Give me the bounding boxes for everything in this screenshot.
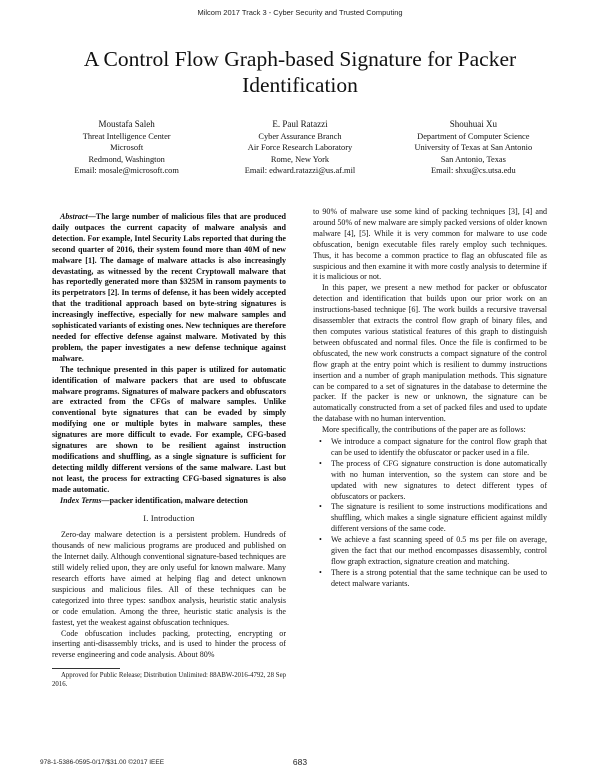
bullet-icon: • <box>319 458 322 468</box>
author-block <box>40 119 560 177</box>
list-item-text: The signature is resilient to some instructions modifications and shuffling, which makes a single signature efficient against mildly different versions of the same code. <box>331 502 547 534</box>
intro-paragraph-2: Code obfuscation includes packing, protecting, encrypting or inserting anti-disassembly tricks, and is used to hinder the process of reverse engineering and code analysis. About 80% <box>52 628 286 660</box>
author-name: E. Paul Ratazzi <box>272 119 328 129</box>
author-email: Email: mosale@microsoft.com <box>74 166 179 176</box>
index-terms-label: Index Terms <box>60 495 102 505</box>
abstract-paragraph-2: The technique presented in this paper is utilized for automatic identification of malware packers that are used to obfuscate malware programs. Signatures of malware packers and obfuscators are extracted from the CFGs of malware samples. Unlike conventional byte signatures that can be evaded by simply modifying one or multiple bytes in malware samples, these signatures are more difficult to evade. For example, CFG-based signatures are shown to be resilient against instruction modifications and shuffling, as a single signature is sufficient for detecting mildly different versions of the same malware. Last but not least, the process for extracting CFG-based signatures is also made automatic. <box>52 364 286 494</box>
list-item <box>319 437 547 459</box>
bullet-icon: • <box>319 535 322 545</box>
intro-paragraph-1: Zero-day malware detection is a persistent problem. Hundreds of thousands of new malicious programs are produced and published on the Internet daily. Although conventional signature-based techniques are still widely relied upon, they are only useful for known malware. Many research efforts have aimed at helping flag and detect unknown suspicious and malicious files. All of these techniques can be categorized into three types: sandbox analysis, heuristic static analysis or code emulation. Among the three, heuristic static analysis is the fastest, yet the weakest against obfuscation techniques. <box>52 530 286 627</box>
intro-paragraph-3: In this paper, we present a new method for packer or obfuscator detection and identification that builds upon our prior work on an instructions-based technique [6]. The work builds a recursive traversal disassembler that extracts the control flow graph of binary files, and then computes various statistical features of this graph to distinguish between obfuscated and normal files. Once the file is confirmed to be obfuscated, the new work constructs a compact signature of the control flow graph at the entry point which is resilient to dummy instructions insertion and a number of graph manipulation methods. This signature can be compared to a set of signatures in the database to determine the packer. If the packer is new or unknown, the signature can be automatically constructed from a set of packed files and used to update the database with no human intervention. <box>313 283 547 424</box>
author-1 <box>40 119 213 177</box>
author-affiliation: Cyber Assurance Branch <box>258 131 342 141</box>
author-affiliation: University of Texas at San Antonio <box>414 143 533 153</box>
section-heading: I. Introduction <box>143 514 195 524</box>
author-3 <box>387 119 560 177</box>
isbn-copyright: 978-1-5386-0595-0/17/$31.00 ©2017 IEEE <box>40 759 165 766</box>
abstract-paragraph <box>52 212 286 365</box>
bullet-icon: • <box>319 437 322 447</box>
list-item <box>319 535 547 568</box>
conference-header: Milcom 2017 Track 3 - Cyber Security and Trusted Computing <box>197 8 403 17</box>
bullet-icon: • <box>319 502 322 512</box>
author-email: Email: edward.ratazzi@us.af.mil <box>244 166 356 176</box>
abstract-text: —The large number of malicious files that are produced daily outpaces the current capacity of malware analysis and detection. For example, Intel Security Labs reported that during the second quarter of 2016, their system found more than 40M of new malware [1]. The damage of malware attacks is also increasingly devastating, as witnessed by the recent Cryptowall malware that has reportedly generated more than $325M in ransom payments to its perpetrators [2]. In terms of defense, it has been widely accepted that the traditional approach based on byte-string signatures is increasingly ineffective, especially for new malware samples and sophisticated variants of existing ones. New techniques are therefore needed for effective defense against malware. Motivated by this problem, the paper investigates a new defense technique against malware. <box>52 212 286 363</box>
contributions-list <box>313 437 547 590</box>
footnote: Approved for Public Release; Distribution Unlimited: 88ABW-2016-4792, 28 Sep 2016. <box>52 672 286 689</box>
list-item-text: We achieve a fast scanning speed of 0.5 ms per file on average, given the fact that our method encompasses disassembly, control flow graph extraction, signature creation and matching. <box>331 535 547 566</box>
left-column <box>52 212 286 689</box>
right-column <box>313 207 547 590</box>
author-name: Shouhuai Xu <box>449 119 497 129</box>
abstract-label: Abstract <box>60 212 88 221</box>
author-email: Email: shxu@cs.utsa.edu <box>430 166 516 176</box>
title-line-1: A Control Flow Graph-based Signature for Packer <box>83 47 517 71</box>
author-name: Moustafa Saleh <box>98 119 155 129</box>
index-terms <box>52 496 286 507</box>
bullet-icon: • <box>319 567 322 577</box>
list-item <box>319 567 547 590</box>
intro-paragraph-4: More specifically, the contributions of the paper are as follows: <box>322 425 526 435</box>
footnote-rule <box>52 668 120 669</box>
title-line-2: Identification <box>242 73 358 97</box>
page-number: 683 <box>292 757 308 767</box>
author-affiliation: Threat Intelligence Center <box>82 131 171 141</box>
author-location: Rome, New York <box>270 154 330 164</box>
author-location: San Antonio, Texas <box>440 154 506 164</box>
author-2 <box>213 119 386 177</box>
list-item-text: The process of CFG signature construction is done automatically with no human intervention, so the system can store and be updated with new signatures to detect different types of obfuscators or packers. <box>331 458 547 501</box>
list-item-text: There is a strong potential that the same technique can be used to detect malware variants. <box>331 567 547 588</box>
paper-title <box>40 46 560 98</box>
author-affiliation: Air Force Research Laboratory <box>247 143 353 153</box>
author-location: Redmond, Washington <box>88 154 165 164</box>
index-terms-text: —packer identification, malware detection <box>101 495 248 505</box>
intro-paragraph-continued: to 90% of malware use some kind of packing techniques [3], [4] and around 50% of new malware are simply packed versions of older known malware [4], [5]. While it is very common for malware to use code obfuscation, benign executable files rarely employ such techniques. Thus, it has become a common practice to flag an obfuscated file as suspicious and then examine it with more costly analysis to determine if it is malicious or not. <box>313 207 547 282</box>
list-item <box>319 458 547 503</box>
list-item <box>319 502 547 535</box>
author-affiliation: Microsoft <box>110 143 144 153</box>
list-item-text: We introduce a compact signature for the control flow graph that can be used to identify the obfuscator or packer used in a file. <box>331 437 547 457</box>
author-affiliation: Department of Computer Science <box>417 131 530 141</box>
